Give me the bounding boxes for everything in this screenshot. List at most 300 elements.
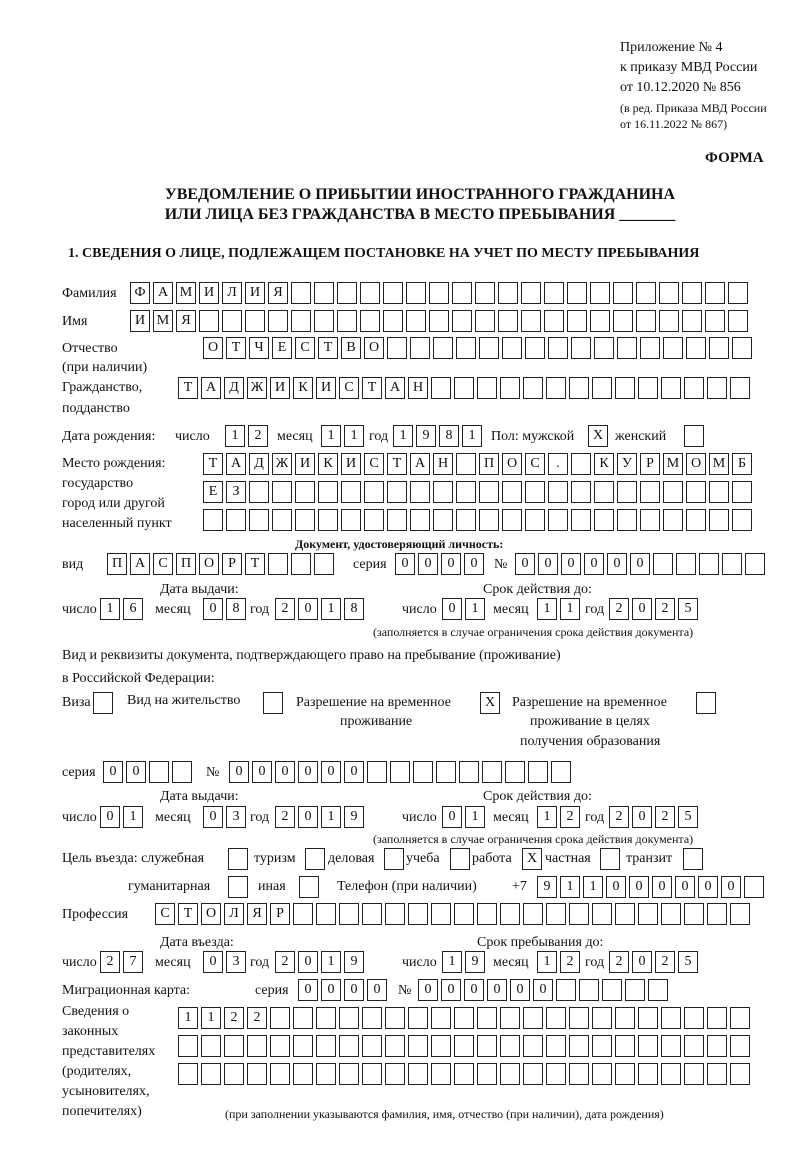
char-cell: 2 xyxy=(609,951,629,973)
char-cell xyxy=(699,553,719,575)
char-cell: 1 xyxy=(100,598,120,620)
purpose-label: Цель въезда: служебная xyxy=(62,851,205,866)
char-cell: 2 xyxy=(100,951,120,973)
char-cell xyxy=(638,1035,658,1057)
month-label: месяц xyxy=(155,810,191,825)
char-cell xyxy=(341,481,361,503)
char-cell: 0 xyxy=(632,598,652,620)
char-cell xyxy=(291,310,311,332)
char-cell xyxy=(475,282,495,304)
birthplace-label: населенный пункт xyxy=(62,516,172,531)
business-label: деловая xyxy=(328,851,375,866)
char-cell: 8 xyxy=(439,425,459,447)
char-cell xyxy=(178,1035,198,1057)
char-cell xyxy=(732,509,752,531)
char-cell: 0 xyxy=(298,598,318,620)
char-cell: Р xyxy=(222,553,242,575)
char-cell: П xyxy=(479,453,499,475)
char-cell xyxy=(387,509,407,531)
number-label: № xyxy=(206,765,220,780)
appendix-line: к приказу МВД России xyxy=(620,60,758,75)
char-cell: 0 xyxy=(344,979,364,1001)
char-cell xyxy=(523,1063,543,1085)
appendix-line: от 16.11.2022 № 867) xyxy=(620,117,728,131)
char-cell: Н xyxy=(408,377,428,399)
char-cell: 2 xyxy=(655,951,675,973)
char-cell xyxy=(383,282,403,304)
char-cell xyxy=(318,481,338,503)
char-cell xyxy=(661,377,681,399)
char-cell xyxy=(640,481,660,503)
official-checkbox xyxy=(228,848,251,870)
char-cell xyxy=(362,1035,382,1057)
char-cell xyxy=(602,979,622,1001)
id-issue-year xyxy=(275,598,367,620)
char-cell: 0 xyxy=(229,761,249,783)
char-cell: П xyxy=(107,553,127,575)
birthplace-label: город или другой xyxy=(62,496,165,511)
private-checkbox xyxy=(600,848,623,870)
char-cell xyxy=(502,337,522,359)
char-cell: 0 xyxy=(606,876,626,898)
char-cell xyxy=(384,848,404,870)
char-cell xyxy=(149,761,169,783)
permit-issue-month xyxy=(203,806,249,828)
reps-field-1 xyxy=(178,1007,753,1029)
year-label: год xyxy=(585,602,605,617)
char-cell: О xyxy=(364,337,384,359)
permit-issue-year xyxy=(275,806,367,828)
char-cell: 2 xyxy=(247,1007,267,1029)
char-cell xyxy=(594,337,614,359)
char-cell: 1 xyxy=(123,806,143,828)
valid-until-label: Срок действия до: xyxy=(483,582,592,597)
char-cell: 0 xyxy=(464,979,484,1001)
tourism-checkbox xyxy=(305,848,328,870)
char-cell xyxy=(339,1035,359,1057)
issue-date-label: Дата выдачи: xyxy=(160,582,239,597)
birth-year-field xyxy=(393,425,485,447)
trpe-label: получения образования xyxy=(520,734,661,749)
char-cell xyxy=(477,1063,497,1085)
char-cell: Я xyxy=(176,310,196,332)
char-cell xyxy=(454,1007,474,1029)
patronymic-field xyxy=(203,337,755,359)
char-cell xyxy=(199,310,219,332)
char-cell xyxy=(408,1035,428,1057)
char-cell xyxy=(291,282,311,304)
char-cell xyxy=(546,1035,566,1057)
char-cell: 1 xyxy=(321,598,341,620)
char-cell xyxy=(684,425,704,447)
char-cell xyxy=(661,1035,681,1057)
char-cell xyxy=(592,1063,612,1085)
char-cell: У xyxy=(617,453,637,475)
char-cell: 1 xyxy=(583,876,603,898)
char-cell: И xyxy=(270,377,290,399)
char-cell: 0 xyxy=(298,761,318,783)
series-label: серия xyxy=(62,765,96,780)
trp-label: проживание xyxy=(340,714,413,729)
char-cell xyxy=(730,1007,750,1029)
char-cell: М xyxy=(663,453,683,475)
char-cell xyxy=(661,1007,681,1029)
char-cell: Е xyxy=(203,481,223,503)
char-cell: С xyxy=(364,453,384,475)
char-cell: 0 xyxy=(442,598,462,620)
char-cell xyxy=(592,377,612,399)
month-label: месяц xyxy=(155,602,191,617)
trpe-label: проживание в целях xyxy=(530,714,650,729)
char-cell xyxy=(709,337,729,359)
char-cell: 0 xyxy=(418,553,438,575)
char-cell xyxy=(502,481,522,503)
char-cell xyxy=(728,310,748,332)
char-cell xyxy=(479,481,499,503)
char-cell xyxy=(390,761,410,783)
char-cell xyxy=(178,1063,198,1085)
female-checkbox xyxy=(684,425,707,447)
entry-year xyxy=(275,951,367,973)
char-cell: 1 xyxy=(344,425,364,447)
study-checkbox xyxy=(450,848,473,870)
char-cell xyxy=(452,282,472,304)
study-label: учеба xyxy=(406,851,440,866)
char-cell: 3 xyxy=(226,951,246,973)
month-label: месяц xyxy=(277,429,313,444)
char-cell xyxy=(410,337,430,359)
char-cell: 1 xyxy=(537,951,557,973)
female-label: женский xyxy=(615,429,667,444)
char-cell xyxy=(295,481,315,503)
name-label: Имя xyxy=(62,314,88,329)
char-cell: З xyxy=(226,481,246,503)
char-cell xyxy=(362,1063,382,1085)
char-cell xyxy=(676,553,696,575)
char-cell xyxy=(450,848,470,870)
char-cell xyxy=(201,1035,221,1057)
char-cell xyxy=(730,377,750,399)
char-cell xyxy=(406,310,426,332)
birthplace-field-3 xyxy=(203,509,755,531)
char-cell xyxy=(477,903,497,925)
char-cell: О xyxy=(203,337,223,359)
char-cell xyxy=(707,903,727,925)
char-cell: Р xyxy=(640,453,660,475)
char-cell xyxy=(339,1063,359,1085)
char-cell xyxy=(387,481,407,503)
month-label: месяц xyxy=(493,810,529,825)
char-cell: 1 xyxy=(560,876,580,898)
humanitarian-label: гуманитарная xyxy=(128,879,211,894)
page-title: ИЛИ ЛИЦА БЕЗ ГРАЖДАНСТВА В МЕСТО ПРЕБЫВАНИЯ _______ xyxy=(164,206,676,223)
char-cell: Я xyxy=(247,903,267,925)
birthplace-field-2 xyxy=(203,481,755,503)
month-label: месяц xyxy=(155,955,191,970)
char-cell xyxy=(638,1063,658,1085)
mc-series-field xyxy=(298,979,390,1001)
char-cell: 2 xyxy=(275,598,295,620)
other-checkbox xyxy=(299,876,322,898)
char-cell: X xyxy=(480,692,500,714)
profession-label: Профессия xyxy=(62,907,129,922)
char-cell xyxy=(684,1035,704,1057)
char-cell xyxy=(684,377,704,399)
char-cell xyxy=(730,903,750,925)
char-cell xyxy=(387,337,407,359)
char-cell xyxy=(707,1035,727,1057)
char-cell xyxy=(684,1007,704,1029)
char-cell xyxy=(305,848,325,870)
char-cell: О xyxy=(199,553,219,575)
residence-label: Вид на жительство xyxy=(127,693,241,708)
citizenship-field xyxy=(178,377,753,399)
char-cell: 1 xyxy=(201,1007,221,1029)
char-cell xyxy=(454,377,474,399)
char-cell: 0 xyxy=(630,553,650,575)
char-cell: 0 xyxy=(561,553,581,575)
char-cell: 0 xyxy=(203,598,223,620)
char-cell xyxy=(360,310,380,332)
validity-note: (заполняется в случае ограничения срока действия документа) xyxy=(373,832,694,846)
char-cell xyxy=(245,310,265,332)
char-cell: 0 xyxy=(298,951,318,973)
char-cell xyxy=(732,481,752,503)
form-label: ФОРМА xyxy=(705,150,764,166)
char-cell xyxy=(663,481,683,503)
patronymic-label: (при наличии) xyxy=(62,360,148,375)
char-cell: 1 xyxy=(537,598,557,620)
char-cell xyxy=(745,553,765,575)
transit-checkbox xyxy=(683,848,706,870)
valid-until-label: Срок действия до: xyxy=(483,789,592,804)
trpe-checkbox xyxy=(696,692,719,714)
char-cell: 0 xyxy=(344,761,364,783)
char-cell xyxy=(456,481,476,503)
validity-note: (заполняется в случае ограничения срока действия документа) xyxy=(373,625,694,639)
month-label: месяц xyxy=(493,602,529,617)
char-cell: М xyxy=(709,453,729,475)
char-cell: Б xyxy=(732,453,752,475)
issue-date-label: Дата выдачи: xyxy=(160,789,239,804)
char-cell: 0 xyxy=(607,553,627,575)
id-doc-heading: Документ, удостоверяющий личность: xyxy=(295,537,504,551)
char-cell xyxy=(314,282,334,304)
char-cell xyxy=(410,481,430,503)
char-cell xyxy=(498,282,518,304)
year-label: год xyxy=(369,429,389,444)
reps-label: усыновителях, xyxy=(62,1084,150,1099)
year-label: год xyxy=(585,955,605,970)
char-cell xyxy=(544,282,564,304)
day-label: число xyxy=(402,810,437,825)
char-cell: А xyxy=(201,377,221,399)
birthplace-label: Место рождения: xyxy=(62,456,166,471)
char-cell: 2 xyxy=(224,1007,244,1029)
char-cell xyxy=(707,1063,727,1085)
birth-day-field xyxy=(225,425,271,447)
char-cell xyxy=(364,509,384,531)
transit-label: транзит xyxy=(626,851,673,866)
char-cell xyxy=(454,903,474,925)
char-cell: 1 xyxy=(465,806,485,828)
char-cell xyxy=(569,1063,589,1085)
entry-day xyxy=(100,951,146,973)
char-cell: Т xyxy=(387,453,407,475)
char-cell xyxy=(546,1063,566,1085)
char-cell xyxy=(640,337,660,359)
char-cell xyxy=(615,1063,635,1085)
profession-field xyxy=(155,903,753,925)
char-cell: 0 xyxy=(584,553,604,575)
work-label: работа xyxy=(472,851,512,866)
char-cell xyxy=(413,761,433,783)
char-cell: 0 xyxy=(533,979,553,1001)
char-cell xyxy=(684,903,704,925)
char-cell xyxy=(268,553,288,575)
char-cell: 2 xyxy=(248,425,268,447)
char-cell xyxy=(172,761,192,783)
id-issue-day xyxy=(100,598,146,620)
char-cell xyxy=(316,1007,336,1029)
char-cell xyxy=(456,453,476,475)
char-cell xyxy=(475,310,495,332)
migration-card-label: Миграционная карта: xyxy=(62,983,191,998)
char-cell xyxy=(636,310,656,332)
char-cell xyxy=(615,903,635,925)
char-cell: 0 xyxy=(298,806,318,828)
char-cell: И xyxy=(130,310,150,332)
char-cell xyxy=(728,282,748,304)
char-cell: Л xyxy=(224,903,244,925)
char-cell: 2 xyxy=(275,951,295,973)
id-valid-year xyxy=(609,598,701,620)
char-cell: Ж xyxy=(272,453,292,475)
char-cell xyxy=(203,509,223,531)
char-cell xyxy=(548,481,568,503)
char-cell: Ч xyxy=(249,337,269,359)
char-cell xyxy=(222,310,242,332)
char-cell xyxy=(293,1063,313,1085)
char-cell xyxy=(615,377,635,399)
char-cell: Н xyxy=(433,453,453,475)
char-cell: 0 xyxy=(538,553,558,575)
month-label: месяц xyxy=(493,955,529,970)
char-cell: 7 xyxy=(123,951,143,973)
name-field xyxy=(130,310,751,332)
char-cell xyxy=(525,481,545,503)
appendix-line: от 10.12.2020 № 856 xyxy=(620,80,741,95)
char-cell xyxy=(638,903,658,925)
char-cell xyxy=(686,481,706,503)
char-cell xyxy=(683,848,703,870)
char-cell: Я xyxy=(268,282,288,304)
permit-valid-month xyxy=(537,806,583,828)
char-cell: 0 xyxy=(395,553,415,575)
reps-label: попечителях) xyxy=(62,1104,142,1119)
char-cell xyxy=(590,282,610,304)
char-cell: 0 xyxy=(441,979,461,1001)
phone-label: Телефон (при наличии) xyxy=(337,879,477,894)
reps-label: (родителях, xyxy=(62,1064,132,1079)
char-cell xyxy=(339,1007,359,1029)
char-cell xyxy=(498,310,518,332)
char-cell xyxy=(705,282,725,304)
char-cell xyxy=(383,310,403,332)
char-cell xyxy=(638,377,658,399)
citizenship-label: Гражданство, xyxy=(62,380,143,395)
char-cell xyxy=(224,1035,244,1057)
char-cell xyxy=(431,1007,451,1029)
char-cell xyxy=(707,377,727,399)
char-cell: Т xyxy=(245,553,265,575)
char-cell xyxy=(408,903,428,925)
char-cell xyxy=(523,1007,543,1029)
char-cell xyxy=(707,1007,727,1029)
char-cell xyxy=(653,553,673,575)
char-cell xyxy=(293,1007,313,1029)
reps-label: представителях xyxy=(62,1044,156,1059)
char-cell: 0 xyxy=(103,761,123,783)
char-cell xyxy=(732,337,752,359)
char-cell xyxy=(523,377,543,399)
permit-doc-label: Вид и реквизиты документа, подтверждающего право на пребывание (проживание) xyxy=(62,648,561,663)
char-cell: 0 xyxy=(632,951,652,973)
char-cell xyxy=(270,1035,290,1057)
char-cell: 0 xyxy=(632,806,652,828)
char-cell: Ф xyxy=(130,282,150,304)
mc-number-field xyxy=(418,979,671,1001)
kind-label: вид xyxy=(62,557,84,572)
char-cell: А xyxy=(226,453,246,475)
char-cell: 2 xyxy=(655,806,675,828)
char-cell: С xyxy=(153,553,173,575)
patronymic-label: Отчество xyxy=(62,341,118,356)
char-cell: 2 xyxy=(609,598,629,620)
char-cell: О xyxy=(502,453,522,475)
char-cell xyxy=(364,481,384,503)
char-cell xyxy=(408,1063,428,1085)
char-cell: Д xyxy=(249,453,269,475)
char-cell xyxy=(224,1063,244,1085)
char-cell: 1 xyxy=(442,951,462,973)
char-cell xyxy=(640,509,660,531)
char-cell xyxy=(617,481,637,503)
surname-field xyxy=(130,282,751,304)
char-cell: 8 xyxy=(344,598,364,620)
year-label: год xyxy=(250,810,270,825)
char-cell: 0 xyxy=(367,979,387,1001)
char-cell xyxy=(615,1035,635,1057)
surname-label: Фамилия xyxy=(62,286,117,301)
char-cell xyxy=(571,509,591,531)
trp-checkbox xyxy=(480,692,503,714)
permit-number-field xyxy=(229,761,574,783)
char-cell: К xyxy=(594,453,614,475)
permit-valid-year xyxy=(609,806,701,828)
char-cell: М xyxy=(176,282,196,304)
char-cell: Т xyxy=(318,337,338,359)
char-cell xyxy=(410,509,430,531)
appendix-line: (в ред. Приказа МВД России xyxy=(620,101,767,115)
reps-field-3 xyxy=(178,1063,753,1085)
char-cell: 1 xyxy=(393,425,413,447)
char-cell xyxy=(556,979,576,1001)
other-label: иная xyxy=(258,879,286,894)
trpe-label: Разрешение на временное xyxy=(512,695,667,710)
char-cell xyxy=(228,876,248,898)
char-cell xyxy=(613,282,633,304)
